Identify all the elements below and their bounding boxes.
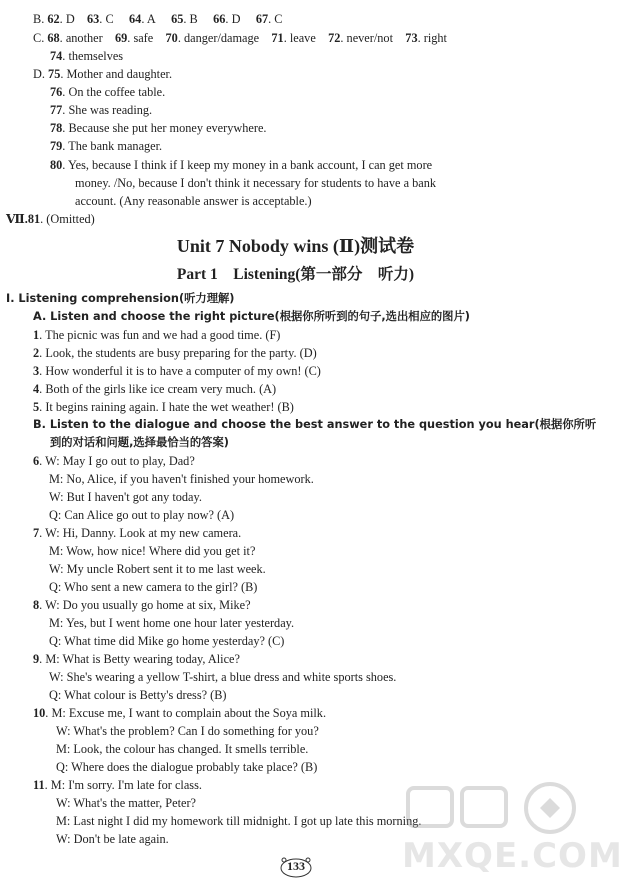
dialogue-line: W: But I haven't got any today. <box>49 490 202 504</box>
item-number: 4 <box>33 382 40 396</box>
item-text: Both of the girls like ice cream very much. (A) <box>45 382 277 396</box>
answer-79: 79. The bank manager. <box>50 139 163 153</box>
answer-77: 77. She was reading. <box>50 103 153 117</box>
dialogue-question: Q: What time did Mike go home yesterday? (C) <box>49 634 285 648</box>
answer-80: 80. Yes, because I think if I keep my money in a bank account, I can get more <box>50 158 433 172</box>
item-number: 78 <box>50 121 63 135</box>
dialogue-line: W: Don't be late again. <box>56 832 169 846</box>
dialogue-text: M: What is Betty wearing today, Alice? <box>45 652 240 666</box>
dialogue-text: M: Excuse me, I want to complain about the Soya milk. <box>51 706 327 720</box>
dialogue-text: W: Do you usually go home at six, Mike? <box>45 598 251 612</box>
item-number: 73 <box>405 31 418 45</box>
item-answer: C <box>105 12 114 26</box>
item-number: 6 <box>33 454 40 468</box>
item-answer: B <box>189 12 198 26</box>
item-answer: D <box>65 12 75 26</box>
item-answer: (Omitted) <box>46 212 95 226</box>
item-number: 68 <box>47 31 60 45</box>
watermark-logo <box>400 778 623 882</box>
part-title: Part 1 Listening(第一部分 听力) <box>176 266 415 283</box>
item-answer: right <box>423 31 447 45</box>
item-number: 74 <box>50 49 63 63</box>
item-answer: safe <box>133 31 154 45</box>
item-answer: C <box>274 12 283 26</box>
dialogue-question: Q: Where does the dialogue probably take place? (B) <box>56 760 318 774</box>
item-number: 62 <box>47 12 60 26</box>
item-number: 3 <box>33 364 40 378</box>
subsection-b-heading: B. Listen to the dialogue and choose the best answer to the question you hear(根据你所听 <box>33 418 597 431</box>
dialogue-line: 7. W: Hi, Danny. Look at my new camera. <box>33 526 242 540</box>
item-answer: The bank manager. <box>68 139 163 153</box>
item-number: 81 <box>27 212 41 226</box>
dialogue-line: M: Wow, how nice! Where did you get it? <box>49 544 256 558</box>
item-number: 67 <box>255 12 269 26</box>
listening-item: 2. Look, the students are busy preparing for the party. (D) <box>33 346 317 360</box>
item-number: 5 <box>33 400 40 414</box>
item-answer: Mother and daughter. <box>66 67 173 81</box>
watermark-emblem-icon <box>400 778 590 838</box>
answer-78: 78. Because she put her money everywhere. <box>50 121 267 135</box>
listening-item: 1. The picnic was fun and we had a good time. (F) <box>33 328 281 342</box>
item-number: 77 <box>50 103 63 117</box>
item-number: 1 <box>33 328 40 342</box>
subsection-a-heading: A. Listen and choose the right picture(根据你所听到的句子,选出相应的图片) <box>33 310 470 323</box>
dialogue-text: M: I'm sorry. I'm late for class. <box>50 778 202 792</box>
listening-item: 5. It begins raining again. I hate the wet weather! (B) <box>33 400 294 414</box>
dialogue-line: W: What's the matter, Peter? <box>56 796 197 810</box>
item-number: 7 <box>33 526 40 540</box>
dialogue-line: W: My uncle Robert sent it to me last week. <box>49 562 266 576</box>
item-number: 9 <box>33 652 40 666</box>
part-label: D. <box>33 67 45 81</box>
dialogue-question: Q: Who sent a new camera to the girl? (B) <box>49 580 258 594</box>
item-number: 80 <box>50 158 63 172</box>
dialogue-line: W: She's wearing a yellow T-shirt, a blue dress and white sports shoes. <box>49 670 397 684</box>
item-answer: leave <box>289 31 316 45</box>
listening-item: 3. How wonderful it is to have a computer of my own! (C) <box>33 364 321 378</box>
dialogue-line: 6. W: May I go out to play, Dad? <box>33 454 195 468</box>
item-answer: Because she put her money everywhere. <box>68 121 267 135</box>
listening-item: 4. Both of the girls like ice cream very much. (A) <box>33 382 277 396</box>
dialogue-line: 9. M: What is Betty wearing today, Alice? <box>33 652 240 666</box>
item-number: 10 <box>33 706 46 720</box>
item-answer: She was reading. <box>68 103 153 117</box>
item-text: Look, the students are busy preparing for the party. (D) <box>45 346 317 360</box>
dialogue-text: W: May I go out to play, Dad? <box>45 454 195 468</box>
answer-74: 74. themselves <box>50 49 124 63</box>
item-number: 70 <box>165 31 178 45</box>
dialogue-question: Q: Can Alice go out to play now? (A) <box>49 508 235 522</box>
subsection-b-heading-continued: 到的对话和问题,选择最恰当的答案) <box>50 436 229 449</box>
item-number: 69 <box>114 31 128 45</box>
answer-line-c: C. 68. another 69. safe 70. danger/damage 71. leave 72. never/not 73. right <box>33 31 447 45</box>
dialogue-line: M: Look, the colour has changed. It smells terrible. <box>56 742 309 756</box>
dialogue-line: 10. M: Excuse me, I want to complain about the Soya milk. <box>33 706 327 720</box>
dialogue-line: M: Yes, but I went home one hour later yesterday. <box>49 616 295 630</box>
answer-76: 76. On the coffee table. <box>50 85 166 99</box>
item-answer: themselves <box>68 49 124 63</box>
item-number: 71 <box>271 31 284 45</box>
item-answer: D <box>231 12 241 26</box>
answer-line-vii: Ⅶ.81. (Omitted) <box>6 212 95 226</box>
answer-80-continued: account. (Any reasonable answer is acceptable.) <box>75 194 312 208</box>
dialogue-text: W: Hi, Danny. Look at my new camera. <box>45 526 242 540</box>
answer-line-b: B. 62. D 63. C 64. A 65. B 66. D 67. C <box>33 12 283 26</box>
item-number: 8 <box>33 598 40 612</box>
item-number: 65 <box>171 12 184 26</box>
dialogue-line: 8. W: Do you usually go home at six, Mike? <box>33 598 251 612</box>
section-roman-numeral: Ⅶ. <box>6 212 28 226</box>
dialogue-question: Q: What colour is Betty's dress? (B) <box>49 688 227 702</box>
item-number: 76 <box>50 85 63 99</box>
dialogue-line: M: No, Alice, if you haven't finished your homework. <box>49 472 314 486</box>
item-number: 2 <box>33 346 40 360</box>
item-number: 72 <box>328 31 341 45</box>
section-heading: Ⅰ. Listening comprehension(听力理解) <box>6 292 235 305</box>
part-label: B. <box>33 12 45 26</box>
answer-80-continued: money. /No, because I don't think it necessary for students to have a bank <box>75 176 437 190</box>
item-number: 75 <box>48 67 61 81</box>
dialogue-line: W: What's the problem? Can I do something for you? <box>56 724 319 738</box>
item-answer: Yes, because I think if I keep my money in a bank account, I can get more <box>68 158 433 172</box>
item-text: It begins raining again. I hate the wet weather! (B) <box>45 400 294 414</box>
item-answer: never/not <box>346 31 393 45</box>
item-number: 11 <box>33 778 45 792</box>
item-text: The picnic was fun and we had a good time. (F) <box>45 328 281 342</box>
dialogue-line: 11. M: I'm sorry. I'm late for class. <box>33 778 202 792</box>
item-number: 64 <box>129 12 142 26</box>
part-label: C. <box>33 31 45 45</box>
item-answer: another <box>65 31 103 45</box>
item-number: 79 <box>50 139 63 153</box>
answer-line-d: D. 75. Mother and daughter. <box>33 67 173 81</box>
unit-title: Unit 7 Nobody wins (Ⅱ)测试卷 <box>176 236 415 256</box>
watermark-text: MXQE.COM <box>402 836 623 876</box>
dialogue-line: M: Last night I did my homework till midnight. I got up late this morning. <box>56 814 422 828</box>
item-text: How wonderful it is to have a computer of my own! (C) <box>45 364 321 378</box>
item-answer: danger/damage <box>183 31 260 45</box>
item-answer: On the coffee table. <box>68 85 166 99</box>
item-number: 63 <box>87 12 100 26</box>
page-number-badge <box>279 856 313 878</box>
item-answer: A <box>146 12 156 26</box>
item-number: 66 <box>213 12 226 26</box>
page-number: 133 <box>287 859 305 873</box>
